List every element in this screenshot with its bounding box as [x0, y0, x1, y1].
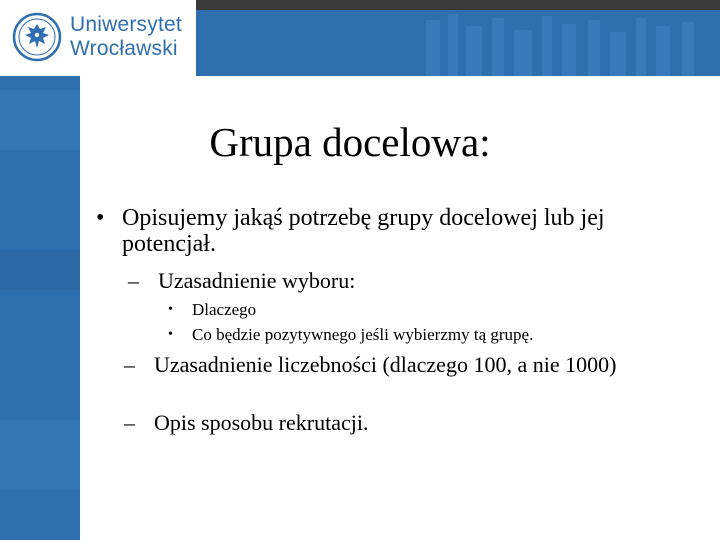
bullet-mark: • [168, 327, 173, 342]
dash-mark: – [124, 352, 135, 377]
dash-mark: – [128, 268, 139, 293]
sub-sub-bullet-text: Co będzie pozytywnego jeśli wybierzmy tą grupę. [192, 325, 534, 344]
slide-title: Grupa docelowa: [209, 119, 491, 165]
top-dark-strip [196, 0, 720, 10]
top-bar-pattern [196, 0, 720, 76]
sub-bullet-text: Uzasadnienie liczebności (dlaczego 100, a nie 1000) [154, 352, 617, 377]
bullet-mark: • [168, 302, 173, 317]
sub-bullet-text: Opis sposobu rekrutacji. [154, 410, 369, 435]
logo-line-2: Wrocławski [70, 37, 178, 60]
left-bar-pattern [0, 0, 80, 540]
university-name [70, 13, 182, 61]
sub-bullet-text: Uzasadnienie wyboru: [158, 268, 356, 293]
sub-sub-bullet-text: Dlaczego [192, 300, 257, 319]
university-eagle-seal-icon [12, 12, 62, 62]
bullet-mark: • [96, 205, 105, 231]
dash-mark: – [124, 410, 135, 435]
bullet-text: Opisujemy jakąś potrzebę grupy docelowej lub jej potencjał. [122, 205, 605, 257]
logo-line-1: Uniwersytet [70, 13, 182, 36]
university-logo [0, 0, 196, 76]
top-accent-bar [196, 0, 720, 76]
